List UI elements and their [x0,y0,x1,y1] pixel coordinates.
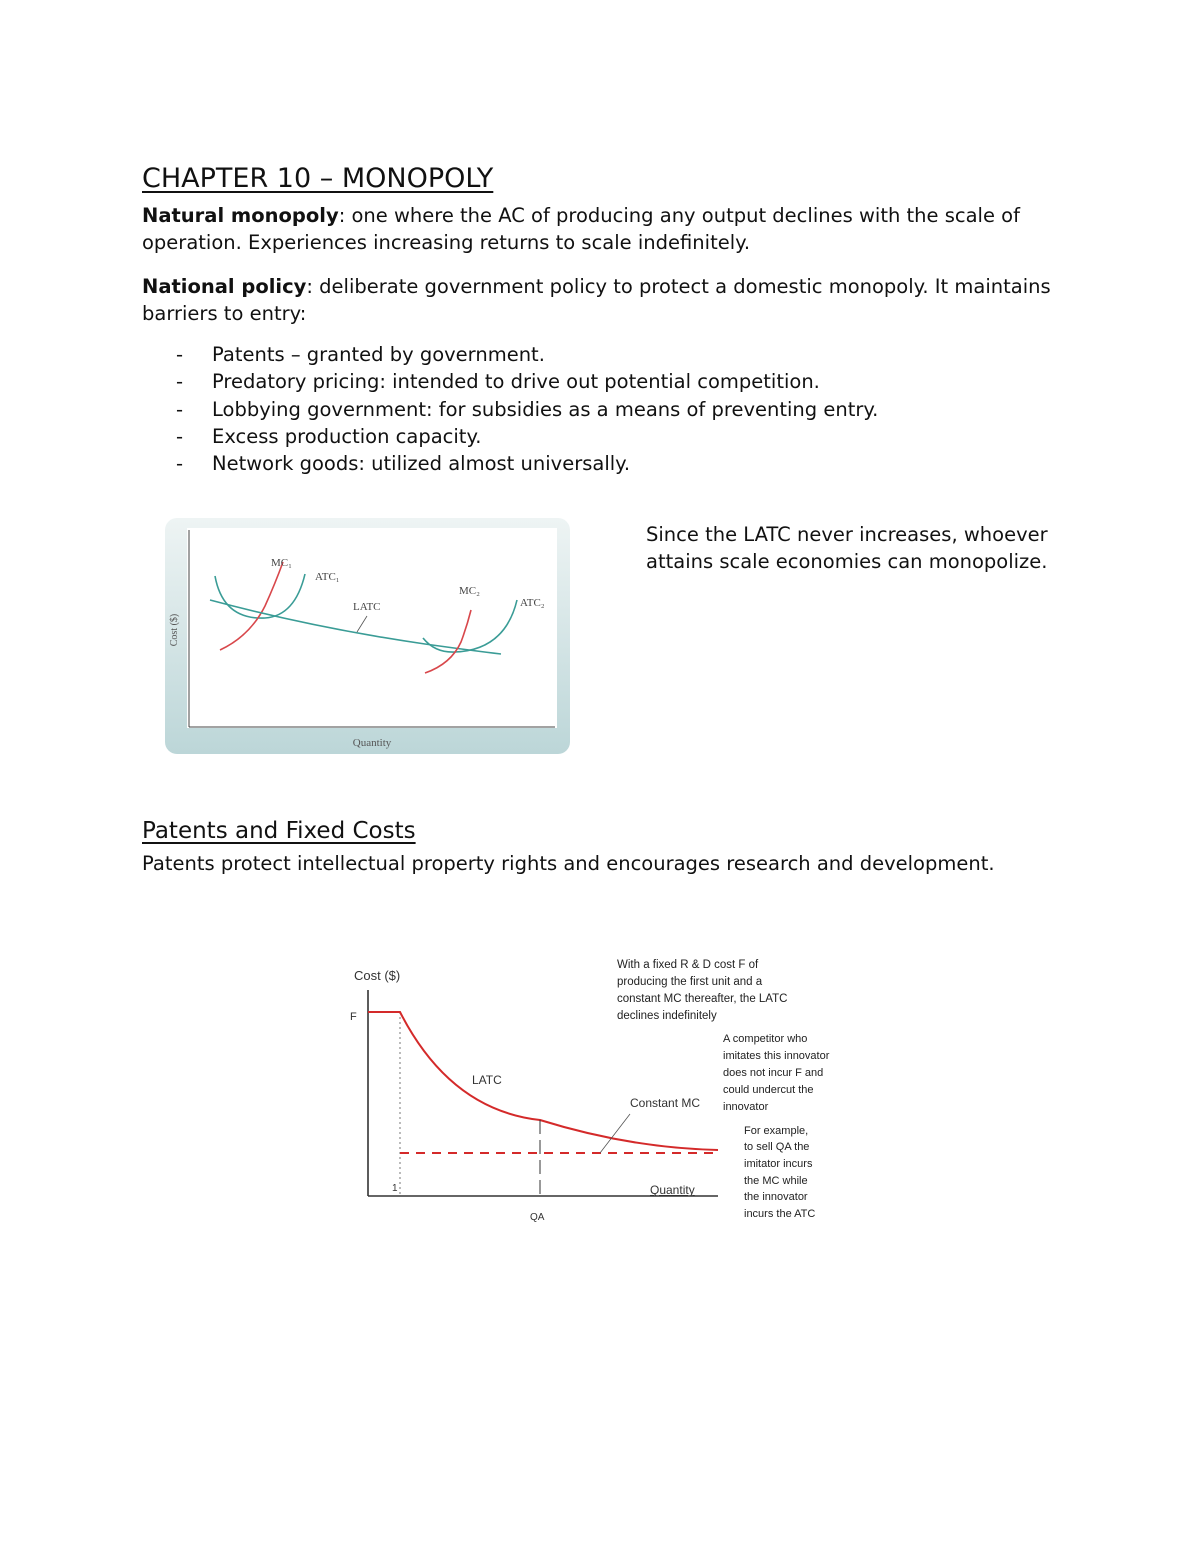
latc-curve [368,1012,718,1150]
chapter-title: CHAPTER 10 – MONOPOLY [142,163,494,194]
national-policy-text: : deliberate government policy to protect a domestic monopoly. It maintains barriers to entry: [142,275,1051,325]
section-text: Patents protect intellectual property rights and encourages research and development. [142,852,995,875]
bullet-marker: - [176,397,184,421]
note-line: does not incur F and [723,1067,824,1079]
note-line: imitator incurs [744,1158,813,1170]
bullet-marker: - [176,370,184,394]
unit-one-label: 1 [392,1183,398,1194]
bullet-marker: - [176,424,184,448]
mc-pointer [600,1114,630,1153]
list-item-text: Excess production capacity. [212,424,482,448]
side-note: Since the LATC never increases, whoever attains scale economies can monopolize. [646,523,1048,573]
bullet-marker: - [176,452,184,476]
latc-label: LATC [472,1073,502,1087]
x-axis-label: Quantity [650,1183,695,1197]
list-item-text: Predatory pricing: intended to drive out potential competition. [212,370,820,394]
note-line: imitates this innovator [723,1050,830,1062]
national-policy-definition [142,273,1062,327]
qa-label: QA [530,1212,545,1223]
natural-monopoly-term: Natural monopoly [142,204,339,227]
national-policy-term: National policy [142,275,307,298]
note-line: producing the first unit and a [617,976,763,988]
list-item-text: Lobbying government: for subsidies as a means of preventing entry. [212,397,879,421]
note-line: declines indefinitely [617,1010,717,1022]
note-competitor [723,1033,830,1113]
note-line: could undercut the [723,1084,814,1096]
note-line: constant MC thereafter, the LATC [617,993,788,1005]
natural-monopoly-definition [142,202,1062,256]
section-heading: Patents and Fixed Costs [142,818,416,844]
list-item [142,396,878,423]
note-fixed-cost [617,959,787,1022]
list-item-text: Network goods: utilized almost universally. [212,452,631,476]
atc2-label: ATC₂ [520,597,545,609]
note-line: incurs the ATC [744,1208,816,1220]
natural-monopoly-text: : one where the AC of producing any output declines with the scale of operation. Experiences increasing returns to scale indefinitely. [142,204,1020,254]
constant-mc-label: Constant MC [630,1096,701,1110]
list-item-text: Patents – granted by government. [212,343,545,366]
note-line: For example, [744,1125,809,1137]
list-item [142,450,878,477]
fixed-cost-figure [340,950,880,1230]
mc1-label: MC₁ [271,557,292,569]
note-line: to sell QA the [744,1141,810,1153]
atc1-label: ATC₁ [315,571,340,583]
f-label: F [350,1011,357,1023]
note-line: With a fixed R & D cost F of [617,959,759,971]
natural-monopoly-figure [165,518,570,754]
note-line: the innovator [744,1191,808,1203]
mc2-label: MC₂ [459,585,480,597]
list-item [142,423,878,450]
y-axis-label: Cost ($) [354,968,401,983]
list-item [142,368,878,395]
note-line: innovator [723,1101,769,1113]
note-line: the MC while [744,1175,808,1187]
bullet-marker: - [176,343,184,366]
plot-area [187,528,557,728]
latc-label: LATC [353,601,381,613]
note-line: A competitor who [723,1033,808,1045]
y-axis-label: Cost ($) [169,613,180,647]
barriers-list [142,341,878,477]
list-item [142,341,878,368]
note-example [744,1125,815,1220]
x-axis-label: Quantity [352,737,392,749]
